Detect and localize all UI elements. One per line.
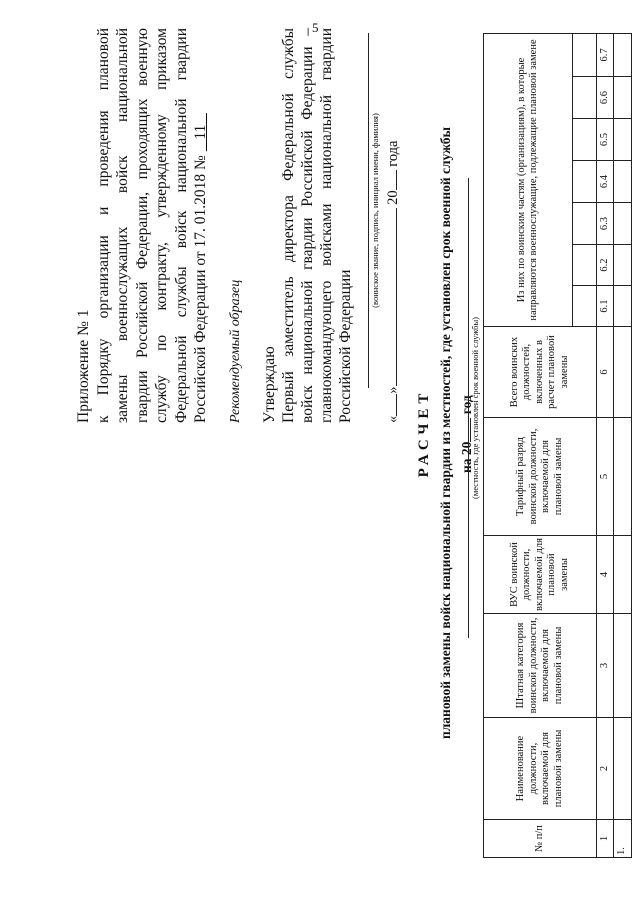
table-cell	[614, 33, 632, 76]
recommended-sample-label: Рекомендуемый образец	[228, 279, 243, 423]
appendix-order-line	[191, 28, 211, 423]
column-number: 2	[597, 718, 614, 820]
date-month-blank	[384, 209, 397, 387]
appendix-line: Федеральной службы войск национальной гвардии	[172, 28, 190, 423]
column-number: 6.1	[597, 286, 614, 327]
table-cell	[614, 614, 632, 718]
approval-block	[260, 28, 355, 423]
approval-date	[384, 141, 402, 423]
appendix-line: замены военнослужащих войск национальной	[114, 28, 131, 423]
column-number: 6.4	[597, 161, 614, 203]
approval-line: Первый заместитель директора Федеральной службы	[280, 28, 297, 423]
header-vus: ВУС воинской должности, включаемой для плановой замены	[484, 536, 597, 614]
header-units: Из них по воинским частям (организациям), в которые направляются военнослужащие, подлежащие плановой замене	[484, 33, 573, 326]
table-cell	[614, 77, 632, 119]
subtitle-year-prefix: на 20	[459, 441, 474, 473]
approval-line: главнокомандующего войсками национальной гвардии	[318, 28, 335, 423]
table-cell	[614, 536, 632, 614]
table-cell	[614, 203, 632, 245]
column-number: 6.6	[597, 77, 614, 119]
row-number: 1.	[614, 820, 632, 858]
table-cell	[614, 327, 632, 418]
appendix-title: Приложение № 1	[75, 309, 92, 423]
column-number: 6.2	[597, 245, 614, 286]
date-century: 20	[385, 190, 401, 205]
subheader-cell	[573, 119, 597, 161]
header-position-name: Наименование должности, включаемой для плановой замены	[484, 718, 597, 820]
table-row	[614, 33, 632, 857]
location-caption: (местность, где установлен срок военной службы)	[470, 317, 480, 500]
column-number: 4	[597, 536, 614, 614]
appendix-line: гвардии Российской Федерации, проходящих военную	[133, 28, 151, 423]
order-number-value: 11	[192, 124, 209, 140]
approval-line: Российской Федерации	[337, 269, 354, 423]
appendix-block	[74, 28, 211, 423]
table-cell	[614, 286, 632, 327]
approval-label: Утверждаю	[261, 346, 278, 423]
column-number: 6.3	[597, 203, 614, 245]
appendix-order-prefix: Российской Федерации от 17. 01.2018 №	[192, 151, 209, 423]
column-number: 6.7	[597, 33, 614, 76]
table-cell	[614, 418, 632, 536]
document-subtitle: плановой замены войск национальной гвардии из местностей, где установлен срок военной службы	[438, 126, 453, 740]
table-cell	[614, 245, 632, 286]
header-total-positions: Всего воинских должностей, включенных в расчет плановой замены	[484, 327, 597, 418]
column-number: 6.5	[597, 119, 614, 161]
column-number-row	[597, 33, 614, 857]
column-number: 6	[597, 327, 614, 418]
subheader-cell	[573, 77, 597, 119]
date-open-quote: «	[385, 415, 401, 423]
header-staff-category: Штатная категория воинской должности, включаемой для плановой замены	[484, 614, 597, 718]
subheader-cell	[573, 203, 597, 245]
column-number: 5	[597, 418, 614, 536]
signature-line	[368, 33, 369, 388]
date-day-blank	[384, 394, 397, 416]
date-close-quote: »	[385, 386, 401, 394]
signature-caption: (воинское звание, подпись, инициал имени, фамилия)	[370, 113, 380, 308]
header-num: № п/п	[484, 820, 597, 858]
table-cell	[614, 718, 632, 820]
appendix-line: к Порядку организации и проведения плановой	[94, 28, 112, 423]
order-number	[192, 113, 209, 151]
date-year-blank	[384, 170, 397, 190]
subheader-cell	[573, 161, 597, 203]
page-number: 5	[312, 20, 319, 35]
approval-line: войск национальной гвардии Российской Федерации –	[299, 28, 316, 423]
subheader-cell	[573, 245, 597, 286]
rotated-page-content	[22, 0, 628, 868]
subtitle-year-suffix: год	[459, 395, 474, 415]
column-number: 1	[597, 820, 614, 858]
header-tariff: Тарифный разряд воинской должности, включаемой для плановой замены	[484, 418, 597, 536]
document-title: РАСЧЕТ	[416, 388, 432, 478]
location-line	[468, 178, 469, 638]
calculation-table	[483, 33, 632, 858]
subheader-cell	[573, 33, 597, 76]
date-year-word: года	[385, 140, 401, 167]
table-cell	[614, 119, 632, 161]
table-cell	[614, 161, 632, 203]
appendix-line: службу по контракту, утвержденному приказом	[153, 28, 170, 423]
subheader-cell	[573, 286, 597, 327]
column-number: 3	[597, 614, 614, 718]
